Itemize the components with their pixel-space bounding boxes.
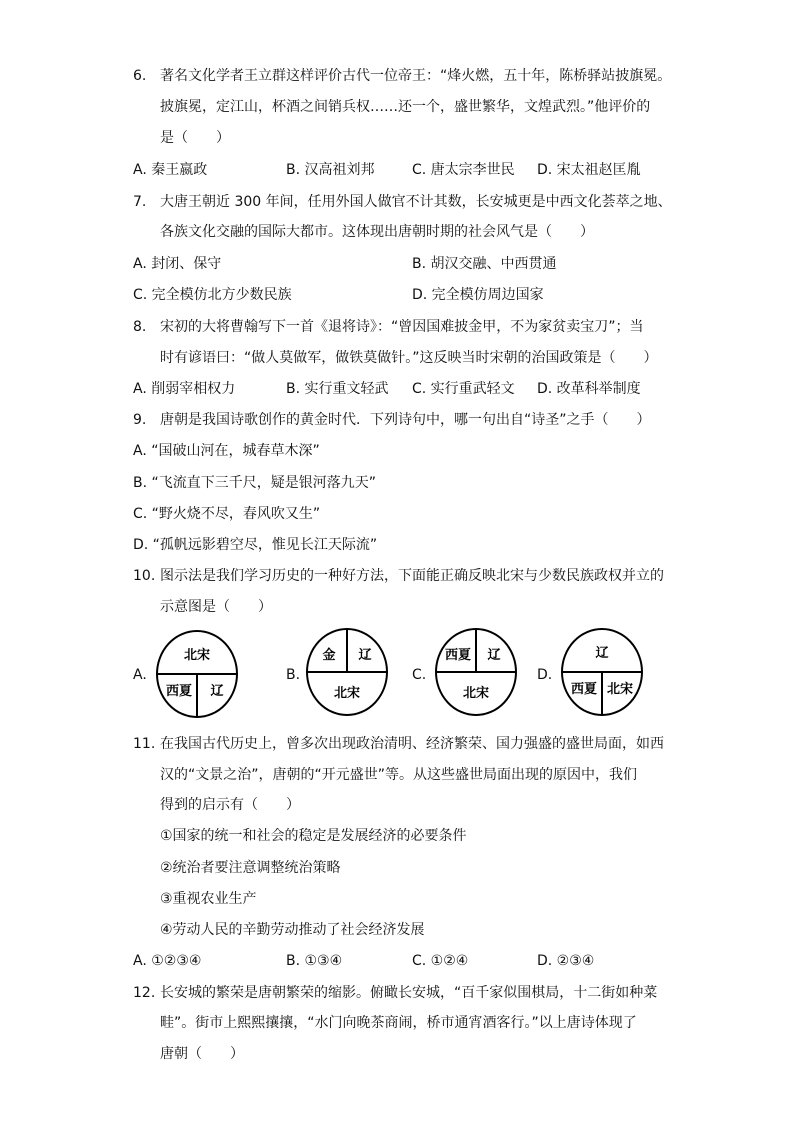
option-c[interactable]: C. 唐太宗李世民: [412, 162, 515, 178]
option-b[interactable]: B. “飞流直下三千尺，疑是银河落九天”: [133, 475, 377, 491]
question-stem-line: 汉的“文景之治”，唐朝的“开元盛世”等。从这些盛世局面出现的原因中，我们: [160, 767, 638, 783]
diagram-option-a[interactable]: [155, 629, 239, 719]
question-stem-line: 时有谚语曰：“做人莫做军，做铁莫做针。”这反映当时宋朝的治国政策是（ ）: [160, 350, 658, 366]
question-stem-line: 长安城的繁荣是唐朝繁荣的缩影。俯瞰长安城，“百千家似围棋局，十二街如种菜: [160, 985, 658, 1001]
question-stem-line: 畦”。街市上熙熙攘攘，“水门向晚茶商闹，桥市通宵酒客行。”以上唐诗体现了: [160, 1015, 637, 1031]
question-stem-line: 图示法是我们学习历史的一种好方法，下面能正确反映北宋与少数民族政权并立的: [160, 568, 664, 584]
question-stem-line: 宋初的大将曹翰写下一首《退将诗》：“曾因国难披金甲，不为家贫卖宝刀”；当: [160, 319, 644, 335]
region-label-liao: 辽: [210, 684, 224, 699]
option-d[interactable]: D. ②③④: [537, 953, 595, 969]
region-label-liao: 辽: [358, 648, 372, 663]
question-stem-line: 著名文化学者王立群这样评价古代一位帝王：“烽火燃，五十年，陈桥驿站披旗冕。: [160, 68, 672, 84]
option-c[interactable]: C. “野火烧不尽，春风吹又生”: [133, 506, 321, 522]
statement-3: ③重视农业生产: [160, 891, 257, 907]
diagram-option-a-letter[interactable]: A.: [133, 667, 147, 683]
region-label-western-xia: 西夏: [570, 682, 598, 697]
question-stem-line: 大唐王朝近 300 年间，任用外国人做官不计其数，长安城更是中西文化荟萃之地、: [160, 194, 672, 210]
option-b[interactable]: B. 胡汉交融、中西贯通: [412, 256, 557, 272]
statement-4: ④劳动人民的辛勤劳动推动了社会经济发展: [160, 922, 425, 938]
diagram-option-d-letter[interactable]: D.: [537, 667, 553, 683]
question-stem-line: 示意图是（ ）: [160, 599, 272, 615]
question-stem-line: 是（ ）: [160, 130, 230, 146]
question-number: 6.: [133, 68, 147, 84]
region-label-western-xia: 西夏: [165, 684, 193, 699]
region-label-north-song: 北宋: [606, 682, 634, 697]
statement-1: ①国家的统一和社会的稳定是发展经济的必要条件: [160, 828, 467, 844]
option-a[interactable]: A. “国破山河在，城春草木深”: [133, 443, 320, 459]
option-a[interactable]: A. 秦王嬴政: [133, 162, 208, 178]
diagram-option-b-letter[interactable]: B.: [286, 667, 301, 683]
option-b[interactable]: B. 汉高祖刘邦: [286, 162, 375, 178]
diagram-option-d[interactable]: [560, 627, 644, 717]
question-stem-line: 各族文化交融的国际大都市。这体现出唐朝时期的社会风气是（ ）: [160, 224, 594, 240]
region-label-liao: 辽: [487, 648, 501, 663]
question-number: 10.: [133, 568, 156, 584]
question-stem-line: 得到的启示有（ ）: [160, 797, 300, 813]
region-label-liao: 辽: [595, 646, 609, 661]
question-stem-line: 唐朝（ ）: [160, 1046, 244, 1062]
region-label-north-song: 北宋: [183, 648, 211, 663]
region-label-north-song: 北宋: [462, 686, 490, 701]
option-b[interactable]: B. 实行重文轻武: [286, 381, 389, 397]
region-label-north-song: 北宋: [333, 686, 361, 701]
question-number: 8.: [133, 319, 147, 335]
question-number: 9.: [133, 412, 147, 428]
option-a[interactable]: A. 封闭、保守: [133, 256, 222, 272]
option-a[interactable]: A. ①②③④: [133, 953, 202, 969]
region-label-jin: 金: [322, 648, 336, 663]
region-label-western-xia: 西夏: [444, 648, 472, 663]
option-c[interactable]: C. 实行重武轻文: [412, 381, 515, 397]
diagram-option-b[interactable]: [305, 627, 389, 717]
option-d[interactable]: D. “孤帆远影碧空尽，惟见长江天际流”: [133, 537, 378, 553]
question-stem-line: 唐朝是我国诗歌创作的黄金时代．下列诗句中，哪一句出自“诗圣”之手（ ）: [160, 412, 651, 428]
option-a[interactable]: A. 削弱宰相权力: [133, 381, 236, 397]
option-d[interactable]: D. 完全模仿周边国家: [412, 287, 544, 303]
question-stem-line: 在我国古代历史上，曾多次出现政治清明、经济繁荣、国力强盛的盛世局面，如西: [160, 736, 664, 752]
question-number: 11.: [133, 736, 156, 752]
option-c[interactable]: C. 完全模仿北方少数民族: [133, 287, 292, 303]
option-d[interactable]: D. 宋太祖赵匡胤: [537, 162, 641, 178]
option-d[interactable]: D. 改革科举制度: [537, 381, 641, 397]
statement-2: ②统治者要注意调整统治策略: [160, 860, 341, 876]
question-number: 12.: [133, 985, 156, 1001]
option-c[interactable]: C. ①②④: [412, 953, 469, 969]
option-b[interactable]: B. ①③④: [286, 953, 343, 969]
diagram-option-c[interactable]: [434, 627, 518, 717]
question-number: 7.: [133, 194, 147, 210]
question-stem-line: 披旗冕，定江山，杯酒之间销兵权……还一个，盛世繁华，文煌武烈。”他评价的: [160, 99, 651, 115]
diagram-option-c-letter[interactable]: C.: [412, 667, 427, 683]
